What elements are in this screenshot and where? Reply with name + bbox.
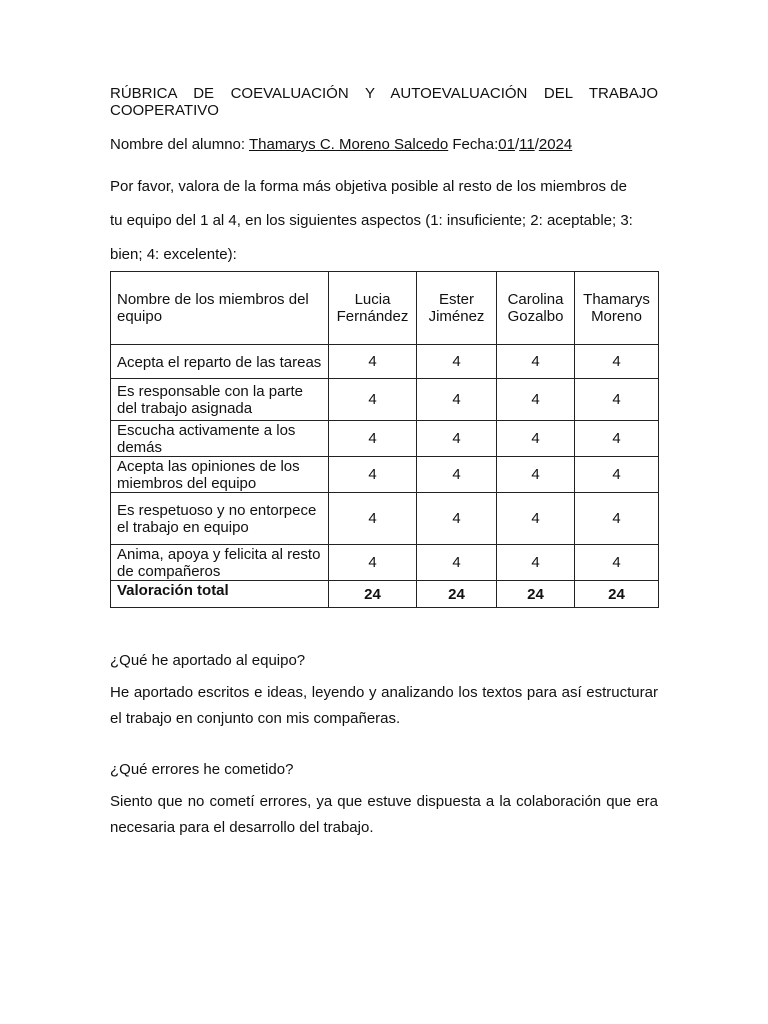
score-cell: 4	[575, 493, 659, 545]
score-cell: 4	[497, 345, 575, 379]
score-cell: 4	[329, 545, 417, 581]
table-row	[111, 457, 659, 493]
score-cell: 4	[329, 421, 417, 457]
criterion-cell: Acepta el reparto de las tareas	[111, 345, 329, 379]
score-cell: 4	[497, 493, 575, 545]
answer-errors: Siento que no cometí errores, ya que estuve dispuesta a la colaboración que era necesaria para el desarrollo del trabajo.	[110, 793, 658, 836]
score-cell: 4	[575, 457, 659, 493]
date-day: 01	[498, 136, 515, 153]
member-header-thamarys: Thamarys Moreno	[575, 272, 659, 345]
question-contribution: ¿Qué he aportado al equipo?	[110, 652, 306, 669]
student-name: Thamarys C. Moreno Salcedo	[248, 136, 449, 153]
score-cell: 4	[329, 379, 417, 421]
table-row	[111, 421, 659, 457]
score-cell: 4	[497, 421, 575, 457]
score-cell: 4	[417, 493, 497, 545]
date-separator-2: /	[534, 136, 539, 153]
score-cell: 4	[417, 379, 497, 421]
total-score-cell: 24	[575, 581, 659, 608]
table-row	[111, 379, 659, 421]
table-row	[111, 345, 659, 379]
criterion-cell: Es responsable con la parte del trabajo asignada	[111, 379, 329, 421]
instructions-line-3: bien; 4: excelente):	[110, 246, 237, 263]
member-header-carolina: Carolina Gozalbo	[497, 272, 575, 345]
score-cell: 4	[575, 379, 659, 421]
score-cell: 4	[497, 457, 575, 493]
total-score-cell: 24	[417, 581, 497, 608]
score-cell: 4	[575, 421, 659, 457]
member-header-lucia: Lucia Fernández	[329, 272, 417, 345]
score-cell: 4	[575, 545, 659, 581]
score-cell: 4	[575, 345, 659, 379]
table-row	[111, 545, 659, 581]
table-row	[111, 493, 659, 545]
criterion-cell: Escucha activamente a los demás	[111, 421, 329, 457]
date-separator-1: /	[514, 136, 520, 153]
instructions-line-2: tu equipo del 1 al 4, en los siguientes aspectos (1: insuficiente; 2: aceptable; 3:	[110, 212, 633, 229]
member-header-ester: Ester Jiménez	[417, 272, 497, 345]
question-errors: ¿Qué errores he cometido?	[110, 761, 294, 778]
score-cell: 4	[417, 421, 497, 457]
score-cell: 4	[417, 545, 497, 581]
rubric-table	[110, 271, 659, 608]
document-title	[110, 85, 658, 119]
answer-contribution: He aportado escritos e ideas, leyendo y analizando los textos para así estructurar el trabajo en conjunto con mis compañeras.	[110, 684, 658, 727]
score-cell: 4	[417, 345, 497, 379]
score-cell: 4	[497, 545, 575, 581]
total-label: Valoración total	[111, 581, 329, 608]
criterion-cell: Anima, apoya y felicita al resto de compañeros	[111, 545, 329, 581]
score-cell: 4	[497, 379, 575, 421]
total-row	[111, 581, 659, 608]
score-cell: 4	[329, 493, 417, 545]
student-info-line	[110, 136, 572, 153]
score-cell: 4	[417, 457, 497, 493]
score-cell: 4	[329, 457, 417, 493]
date-month: 11	[519, 136, 535, 153]
table-header-row	[111, 272, 659, 345]
instructions-line-1: Por favor, valora de la forma más objetiva posible al resto de los miembros de	[110, 178, 627, 195]
total-score-cell: 24	[497, 581, 575, 608]
title-line-1: RÚBRICA DE COEVALUACIÓN Y AUTOEVALUACIÓN DEL TRABAJO	[110, 85, 658, 102]
instructions-paragraph	[110, 170, 658, 272]
date-year: 2024	[538, 136, 573, 153]
criterion-cell: Acepta las opiniones de los miembros del equipo	[111, 457, 329, 493]
header-members-label: Nombre de los miembros del equipo	[111, 272, 329, 345]
criterion-cell: Es respetuoso y no entorpece el trabajo en equipo	[111, 493, 329, 545]
score-cell: 4	[329, 345, 417, 379]
date-label: Fecha:	[448, 136, 499, 153]
student-label: Nombre del alumno:	[110, 136, 249, 153]
total-score-cell: 24	[329, 581, 417, 608]
title-line-2: COOPERATIVO	[110, 102, 219, 119]
